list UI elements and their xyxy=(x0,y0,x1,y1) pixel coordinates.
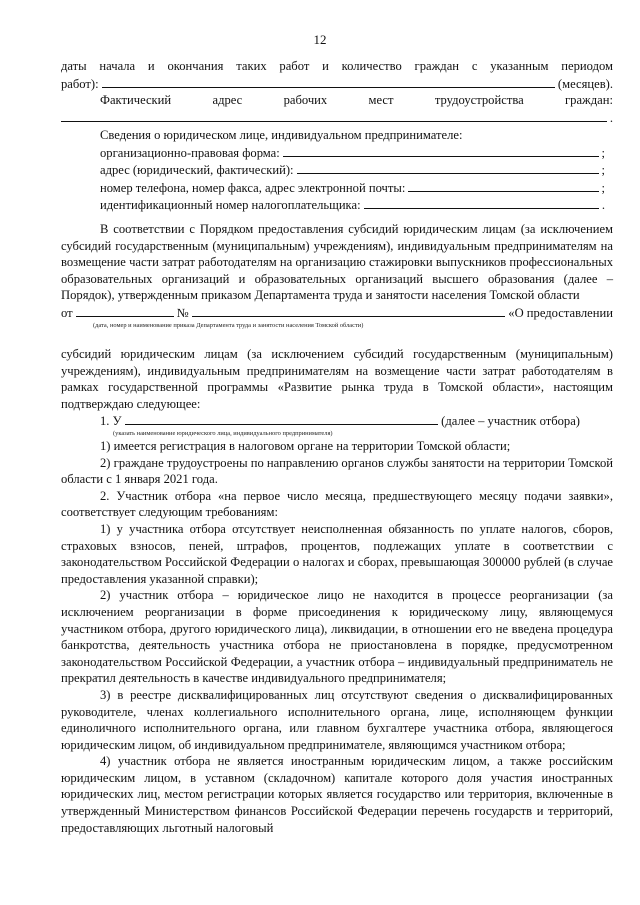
top-block xyxy=(61,58,613,126)
list-item: 2) граждане трудоустроены по направлению органов службы занятости на территории Томской области с 1 января 2021 года. xyxy=(61,455,613,487)
entity-field xyxy=(100,144,605,162)
months-line xyxy=(61,75,613,93)
order-line xyxy=(61,304,613,322)
paragraph-text: В соответствии с Порядком предоставления субсидий юридическим лицам (за исключением субсидий государственным (муниципальным) учреждениям), индивидуальным предпринимателям на возмещение части затрат работодателям на организацию стажировки выпускников профессиональных образовательных организаций и образовательных организаций высшего образования (далее – Порядок), утвержденным приказом Департамента труда и занятости населения Томской области xyxy=(61,222,613,303)
entity-field xyxy=(100,179,605,197)
address-label: Фактический адрес рабочих мест трудоустройства граждан: xyxy=(100,93,613,108)
participant-name-blank[interactable] xyxy=(125,412,439,425)
list-item: 3) в реестре дисквалифицированных лиц отсутствуют сведения о дисквалифицированных руководителе, членах коллегиального исполнительного органа, лице, исполняющем функции единоличного исполнительного органа, или главном бухгалтере участника отбора, являющегося юридическим лицом, об индивидуальном предпринимателе, являющимся участником отбора; xyxy=(61,687,613,752)
field-blank[interactable] xyxy=(408,179,598,192)
label: (месяцев). xyxy=(557,76,613,91)
label: № xyxy=(176,305,189,320)
participant-line xyxy=(61,412,580,430)
address-blank[interactable] xyxy=(61,109,607,122)
entity-field xyxy=(100,161,605,179)
field-blank[interactable] xyxy=(297,161,599,174)
list-item: 2) участник отбора – юридическое лицо не находится в процессе реорганизации (за исключением реорганизации в форме присоединения к юридическому лицу, являющемуся участником отбора, другого юридического лица), ликвидации, в отношении его не введена процедура банкротства, деятельность участника отбора не приостановлена в порядке, предусмотренном законодательством Российской Федерации, а участник отбора – индивидуальный предприниматель не прекратил деятельность в качестве индивидуального предпринимателя; xyxy=(61,588,613,686)
list-item: 1) у участника отбора отсутствует неисполненная обязанность по уплате налогов, сборов, страховых взносов, пеней, штрафов, процентов, подлежащих уплате в соответствии с законодательством Российской Федерации о налогах и сборах, превышающая 300000 рублей (в случае предоставления указанной справки); xyxy=(61,521,613,586)
main-paragraph xyxy=(61,221,613,330)
months-blank[interactable] xyxy=(102,75,555,88)
field-label: номер телефона, номер факса, адрес электронной почты: xyxy=(100,180,406,195)
text-line: даты начала и окончания таких работ и количество граждан с указанным периодом xyxy=(61,59,613,73)
list-item: 4) участник отбора не является иностранным юридическим лицом, а также российским юридическим лицом, в уставном (складочном) капитале которого доля участия иностранных юридических лиц, местом регистрации которых является государство или территория, включенные в утвержденный Министерством финансов Российской Федерации перечень государств и территорий, предоставляющих льготный налоговый xyxy=(61,754,613,835)
label: работ): xyxy=(61,76,99,91)
list-item: 1) имеется регистрация в налоговом органе на территории Томской области; xyxy=(100,439,511,453)
field-blank[interactable] xyxy=(364,196,599,209)
field-label: организационно-правовая форма: xyxy=(100,145,280,160)
order-date-blank[interactable] xyxy=(76,304,174,317)
continuation-paragraph xyxy=(61,346,613,438)
end-mark: . xyxy=(609,110,613,125)
end-mark: ; xyxy=(601,163,605,178)
entity-field xyxy=(100,196,605,214)
end-mark: . xyxy=(601,198,605,213)
page-number: 12 xyxy=(313,32,327,47)
paragraph-text: субсидий юридическим лицам (за исключением субсидий государственным (муниципальным) учреждениям), индивидуальным предпринимателям на возмещение части затрат работодателям в рамках государственной программы «Развитие рынка труда в Томской области», настоящим подтверждаю следующее: xyxy=(61,347,613,411)
order-number-blank[interactable] xyxy=(192,304,506,317)
address-line xyxy=(61,109,613,127)
field-label: идентификационный номер налогоплательщика: xyxy=(100,198,361,213)
label: 1. У xyxy=(100,414,122,429)
entity-heading: Сведения о юридическом лице, индивидуальном предпринимателе: xyxy=(100,128,463,142)
end-mark: ; xyxy=(601,145,605,160)
field-blank[interactable] xyxy=(283,144,599,157)
entity-block xyxy=(100,127,605,214)
field-label: адрес (юридический, фактический): xyxy=(100,163,294,178)
order-caption: (дата, номер и наименование приказа Департамента труда и занятости населения Томской области) xyxy=(93,321,364,329)
list-item: 2. Участник отбора «на первое число месяца, предшествующего месяцу подачи заявки», соответствует следующим требованиям: xyxy=(61,488,613,520)
label: от xyxy=(61,305,73,320)
label: «О предоставлении xyxy=(508,305,613,320)
end-mark: ; xyxy=(601,180,605,195)
requirements-list xyxy=(61,438,613,836)
participant-caption: (указать наименование юридического лица, индивидуального предпринимателя) xyxy=(113,429,333,437)
label: (далее – участник отбора) xyxy=(441,414,580,429)
